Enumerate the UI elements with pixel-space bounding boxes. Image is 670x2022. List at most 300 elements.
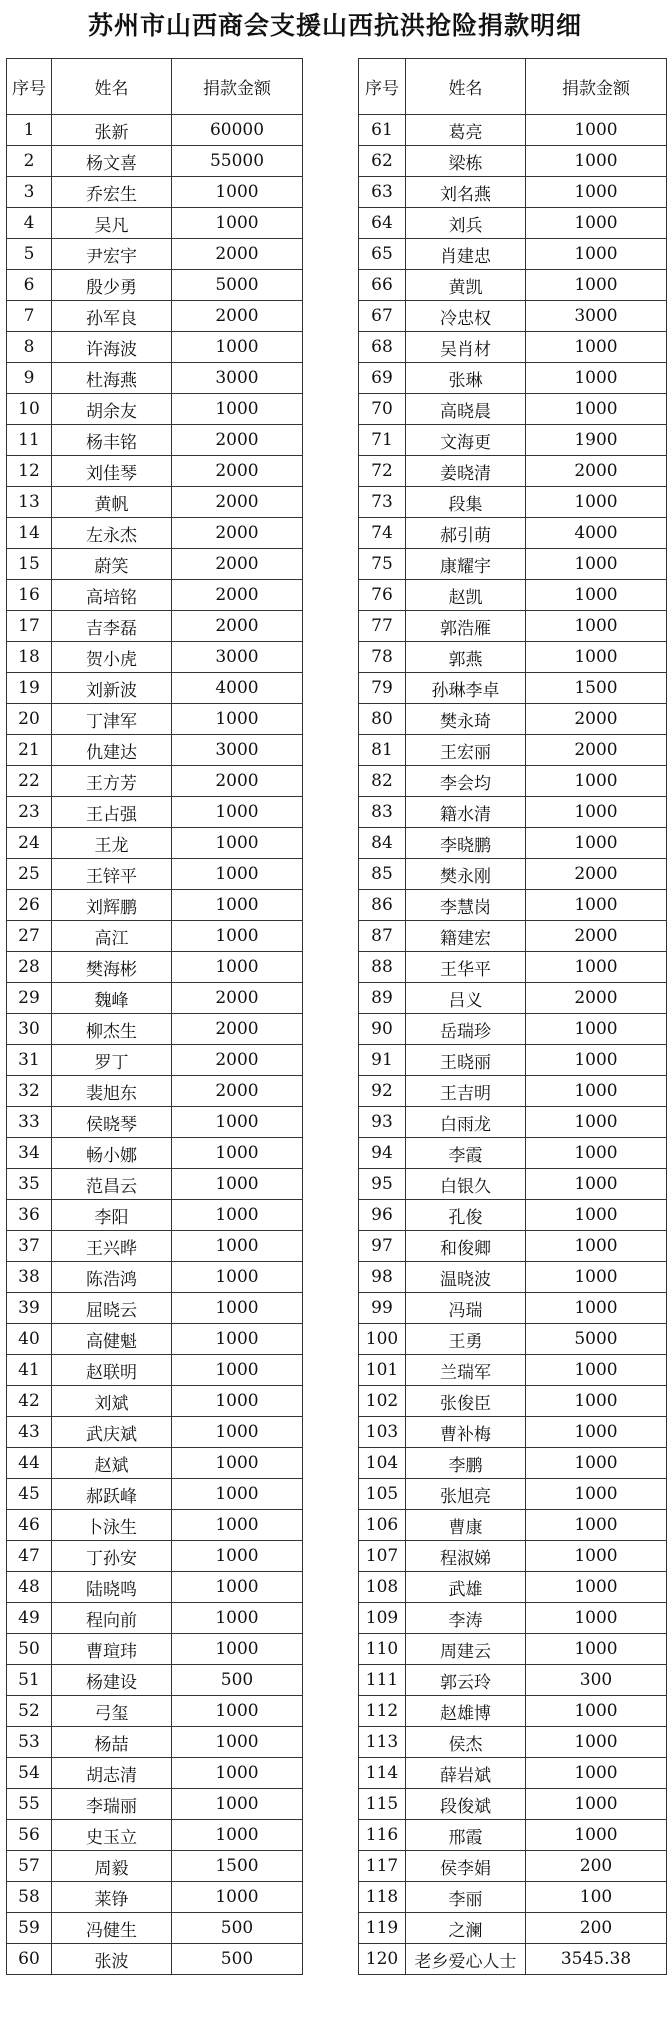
cell-seq: 50 <box>7 1634 52 1665</box>
cell-seq: 53 <box>7 1727 52 1758</box>
cell-seq: 5 <box>7 239 52 270</box>
cell-seq: 29 <box>7 983 52 1014</box>
cell-amount: 1000 <box>526 1076 667 1107</box>
table-row <box>359 1944 667 1975</box>
cell-seq: 20 <box>7 704 52 735</box>
cell-name: 杨文喜 <box>52 146 172 177</box>
cell-amount: 1000 <box>526 952 667 983</box>
page-title: 苏州市山西商会支援山西抗洪抢险捐款明细 <box>87 11 582 40</box>
cell-name: 王占强 <box>52 797 172 828</box>
cell-seq: 41 <box>7 1355 52 1386</box>
table-row <box>359 1510 667 1541</box>
cell-seq: 76 <box>359 580 406 611</box>
table-row <box>359 332 667 363</box>
table-header-row <box>359 59 667 115</box>
cell-seq: 66 <box>359 270 406 301</box>
table-row <box>7 797 303 828</box>
cell-seq: 28 <box>7 952 52 983</box>
table-row <box>7 332 303 363</box>
header-name: 姓名 <box>52 59 172 115</box>
cell-name: 李阳 <box>52 1200 172 1231</box>
table-row <box>359 1479 667 1510</box>
cell-seq: 74 <box>359 518 406 549</box>
cell-seq: 14 <box>7 518 52 549</box>
cell-name: 冷忠权 <box>406 301 526 332</box>
cell-amount: 1000 <box>172 1727 303 1758</box>
cell-name: 樊永琦 <box>406 704 526 735</box>
cell-amount: 2000 <box>172 518 303 549</box>
table-row <box>7 1634 303 1665</box>
table-row <box>359 177 667 208</box>
cell-name: 文海更 <box>406 425 526 456</box>
table-row <box>359 1882 667 1913</box>
cell-name: 孙琳李卓 <box>406 673 526 704</box>
cell-name: 王勇 <box>406 1324 526 1355</box>
cell-name: 之澜 <box>406 1913 526 1944</box>
table-row <box>7 456 303 487</box>
cell-name: 高培铭 <box>52 580 172 611</box>
cell-name: 和俊卿 <box>406 1231 526 1262</box>
table-row <box>359 921 667 952</box>
cell-amount: 1000 <box>526 1572 667 1603</box>
cell-seq: 80 <box>359 704 406 735</box>
cell-name: 周毅 <box>52 1851 172 1882</box>
cell-amount: 300 <box>526 1665 667 1696</box>
cell-seq: 91 <box>359 1045 406 1076</box>
cell-amount: 1000 <box>526 1045 667 1076</box>
cell-seq: 117 <box>359 1851 406 1882</box>
cell-seq: 118 <box>359 1882 406 1913</box>
table-row <box>359 1293 667 1324</box>
cell-name: 高晓晨 <box>406 394 526 425</box>
cell-name: 乔宏生 <box>52 177 172 208</box>
table-row <box>7 1231 303 1262</box>
cell-name: 左永杰 <box>52 518 172 549</box>
cell-name: 岳瑞珍 <box>406 1014 526 1045</box>
cell-name: 尹宏宇 <box>52 239 172 270</box>
cell-amount: 1000 <box>172 1386 303 1417</box>
cell-amount: 3000 <box>172 735 303 766</box>
cell-amount: 1000 <box>526 1541 667 1572</box>
table-row <box>7 952 303 983</box>
cell-name: 郭浩雁 <box>406 611 526 642</box>
cell-amount: 1000 <box>172 1231 303 1262</box>
table-row <box>359 1200 667 1231</box>
cell-name: 杨喆 <box>52 1727 172 1758</box>
cell-seq: 9 <box>7 363 52 394</box>
cell-amount: 1000 <box>526 1138 667 1169</box>
cell-seq: 1 <box>7 115 52 146</box>
cell-seq: 88 <box>359 952 406 983</box>
cell-name: 弓玺 <box>52 1696 172 1727</box>
cell-amount: 1000 <box>172 890 303 921</box>
cell-name: 刘名燕 <box>406 177 526 208</box>
cell-name: 段俊斌 <box>406 1789 526 1820</box>
cell-seq: 70 <box>359 394 406 425</box>
table-row <box>359 301 667 332</box>
cell-name: 蔚笑 <box>52 549 172 580</box>
cell-amount: 2000 <box>172 301 303 332</box>
table-row <box>359 611 667 642</box>
cell-amount: 1000 <box>172 1448 303 1479</box>
table-row <box>359 704 667 735</box>
cell-amount: 2000 <box>526 921 667 952</box>
cell-amount: 1000 <box>526 1231 667 1262</box>
cell-seq: 19 <box>7 673 52 704</box>
table-row <box>7 1944 303 1975</box>
cell-seq: 2 <box>7 146 52 177</box>
cell-amount: 1000 <box>526 1820 667 1851</box>
cell-seq: 62 <box>359 146 406 177</box>
cell-seq: 96 <box>359 1200 406 1231</box>
cell-amount: 1500 <box>526 673 667 704</box>
cell-seq: 107 <box>359 1541 406 1572</box>
table-row <box>359 1417 667 1448</box>
cell-amount: 1000 <box>172 1696 303 1727</box>
cell-amount: 2000 <box>526 735 667 766</box>
cell-seq: 43 <box>7 1417 52 1448</box>
cell-amount: 60000 <box>172 115 303 146</box>
cell-amount: 1000 <box>526 1014 667 1045</box>
cell-seq: 30 <box>7 1014 52 1045</box>
cell-seq: 85 <box>359 859 406 890</box>
cell-seq: 112 <box>359 1696 406 1727</box>
cell-name: 王华平 <box>406 952 526 983</box>
header-seq: 序号 <box>7 59 52 115</box>
cell-seq: 63 <box>359 177 406 208</box>
cell-seq: 87 <box>359 921 406 952</box>
cell-amount: 2000 <box>172 456 303 487</box>
cell-name: 张新 <box>52 115 172 146</box>
cell-seq: 72 <box>359 456 406 487</box>
cell-seq: 61 <box>359 115 406 146</box>
cell-amount: 100 <box>526 1882 667 1913</box>
table-row <box>7 487 303 518</box>
table-row <box>359 394 667 425</box>
cell-name: 樊海彬 <box>52 952 172 983</box>
table-row <box>359 890 667 921</box>
table-row <box>359 580 667 611</box>
cell-name: 侯晓琴 <box>52 1107 172 1138</box>
cell-seq: 99 <box>359 1293 406 1324</box>
cell-amount: 1000 <box>172 1510 303 1541</box>
table-row <box>359 1169 667 1200</box>
cell-amount: 2000 <box>526 704 667 735</box>
table-row <box>7 1386 303 1417</box>
cell-amount: 1000 <box>172 1572 303 1603</box>
cell-seq: 69 <box>359 363 406 394</box>
cell-seq: 27 <box>7 921 52 952</box>
cell-amount: 3000 <box>526 301 667 332</box>
cell-seq: 47 <box>7 1541 52 1572</box>
cell-amount: 1000 <box>172 952 303 983</box>
cell-name: 杨建设 <box>52 1665 172 1696</box>
cell-amount: 1000 <box>526 828 667 859</box>
cell-amount: 2000 <box>172 611 303 642</box>
cell-name: 魏峰 <box>52 983 172 1014</box>
table-row <box>7 1479 303 1510</box>
cell-seq: 24 <box>7 828 52 859</box>
table-row <box>359 425 667 456</box>
table-row <box>7 580 303 611</box>
cell-name: 仇建达 <box>52 735 172 766</box>
cell-amount: 1000 <box>172 1789 303 1820</box>
cell-name: 吕义 <box>406 983 526 1014</box>
cell-amount: 2000 <box>526 456 667 487</box>
cell-amount: 5000 <box>172 270 303 301</box>
cell-name: 黄帆 <box>52 487 172 518</box>
cell-amount: 1000 <box>526 642 667 673</box>
cell-amount: 5000 <box>526 1324 667 1355</box>
cell-amount: 3545.38 <box>526 1944 667 1975</box>
cell-name: 武庆斌 <box>52 1417 172 1448</box>
table-row <box>359 456 667 487</box>
table-row <box>359 270 667 301</box>
cell-amount: 1000 <box>172 704 303 735</box>
table-row <box>7 115 303 146</box>
cell-seq: 6 <box>7 270 52 301</box>
cell-name: 陆晓鸣 <box>52 1572 172 1603</box>
table-row <box>359 983 667 1014</box>
cell-seq: 75 <box>359 549 406 580</box>
cell-name: 籍建宏 <box>406 921 526 952</box>
header-amount: 捐款金额 <box>172 59 303 115</box>
table-row <box>359 1851 667 1882</box>
cell-seq: 68 <box>359 332 406 363</box>
table-row <box>359 1820 667 1851</box>
table-row <box>7 1665 303 1696</box>
cell-seq: 32 <box>7 1076 52 1107</box>
cell-amount: 1000 <box>172 1882 303 1913</box>
table-row <box>359 1665 667 1696</box>
cell-seq: 35 <box>7 1169 52 1200</box>
cell-name: 史玉立 <box>52 1820 172 1851</box>
table-row <box>7 549 303 580</box>
cell-name: 孙军良 <box>52 301 172 332</box>
cell-name: 裴旭东 <box>52 1076 172 1107</box>
cell-name: 丁孙安 <box>52 1541 172 1572</box>
cell-amount: 1000 <box>526 332 667 363</box>
table-row <box>7 270 303 301</box>
cell-seq: 8 <box>7 332 52 363</box>
cell-seq: 33 <box>7 1107 52 1138</box>
cell-amount: 1000 <box>172 921 303 952</box>
cell-name: 李涛 <box>406 1603 526 1634</box>
cell-seq: 42 <box>7 1386 52 1417</box>
table-row <box>359 146 667 177</box>
cell-amount: 1000 <box>526 611 667 642</box>
cell-name: 李晓鹏 <box>406 828 526 859</box>
cell-seq: 78 <box>359 642 406 673</box>
cell-amount: 3000 <box>172 642 303 673</box>
table-row <box>7 239 303 270</box>
cell-amount: 3000 <box>172 363 303 394</box>
cell-seq: 115 <box>359 1789 406 1820</box>
cell-name: 赵斌 <box>52 1448 172 1479</box>
table-row <box>359 1107 667 1138</box>
cell-amount: 1000 <box>526 797 667 828</box>
table-row <box>7 208 303 239</box>
cell-seq: 109 <box>359 1603 406 1634</box>
cell-name: 刘辉鹏 <box>52 890 172 921</box>
table-row <box>7 1076 303 1107</box>
cell-seq: 79 <box>359 673 406 704</box>
table-row <box>7 1138 303 1169</box>
cell-amount: 2000 <box>172 766 303 797</box>
cell-name: 樊永刚 <box>406 859 526 890</box>
cell-name: 程向前 <box>52 1603 172 1634</box>
cell-name: 贺小虎 <box>52 642 172 673</box>
cell-seq: 67 <box>359 301 406 332</box>
cell-seq: 92 <box>359 1076 406 1107</box>
cell-name: 王锌平 <box>52 859 172 890</box>
cell-name: 黄凯 <box>406 270 526 301</box>
cell-name: 李霞 <box>406 1138 526 1169</box>
cell-seq: 40 <box>7 1324 52 1355</box>
cell-amount: 1000 <box>526 146 667 177</box>
cell-seq: 48 <box>7 1572 52 1603</box>
table-row <box>359 549 667 580</box>
cell-amount: 1000 <box>172 1603 303 1634</box>
table-row <box>359 766 667 797</box>
cell-name: 刘斌 <box>52 1386 172 1417</box>
cell-name: 王龙 <box>52 828 172 859</box>
cell-name: 薛岩斌 <box>406 1758 526 1789</box>
cell-name: 白雨龙 <box>406 1107 526 1138</box>
cell-amount: 1000 <box>526 1789 667 1820</box>
cell-amount: 2000 <box>172 1014 303 1045</box>
cell-name: 杨丰铭 <box>52 425 172 456</box>
cell-name: 许海波 <box>52 332 172 363</box>
table-row <box>359 1913 667 1944</box>
table-row <box>7 363 303 394</box>
table-row <box>359 1634 667 1665</box>
cell-amount: 1000 <box>526 363 667 394</box>
cell-seq: 15 <box>7 549 52 580</box>
cell-seq: 11 <box>7 425 52 456</box>
cell-seq: 119 <box>359 1913 406 1944</box>
cell-name: 王宏丽 <box>406 735 526 766</box>
cell-amount: 1000 <box>172 797 303 828</box>
cell-amount: 2000 <box>172 487 303 518</box>
table-row <box>7 425 303 456</box>
table-header-row <box>7 59 303 115</box>
table-row <box>359 1138 667 1169</box>
table-row <box>7 1851 303 1882</box>
cell-name: 赵联明 <box>52 1355 172 1386</box>
cell-name: 武雄 <box>406 1572 526 1603</box>
cell-name: 刘佳琴 <box>52 456 172 487</box>
cell-amount: 4000 <box>526 518 667 549</box>
table-row <box>359 1262 667 1293</box>
cell-seq: 98 <box>359 1262 406 1293</box>
cell-name: 孔俊 <box>406 1200 526 1231</box>
header-seq: 序号 <box>359 59 406 115</box>
table-row <box>359 1045 667 1076</box>
cell-seq: 86 <box>359 890 406 921</box>
table-row <box>7 890 303 921</box>
cell-name: 范昌云 <box>52 1169 172 1200</box>
cell-amount: 1000 <box>526 1448 667 1479</box>
cell-amount: 1000 <box>526 177 667 208</box>
cell-seq: 84 <box>359 828 406 859</box>
table-row <box>359 1727 667 1758</box>
table-row <box>359 1603 667 1634</box>
cell-name: 张旭亮 <box>406 1479 526 1510</box>
cell-seq: 81 <box>359 735 406 766</box>
cell-name: 王方芳 <box>52 766 172 797</box>
cell-amount: 1000 <box>172 1479 303 1510</box>
table-row <box>7 1913 303 1944</box>
cell-seq: 12 <box>7 456 52 487</box>
cell-name: 冯瑞 <box>406 1293 526 1324</box>
table-row <box>359 1541 667 1572</box>
cell-name: 赵雄博 <box>406 1696 526 1727</box>
table-row <box>7 1417 303 1448</box>
table-row <box>359 1789 667 1820</box>
table-row <box>7 642 303 673</box>
table-row <box>359 1572 667 1603</box>
cell-name: 李慧岗 <box>406 890 526 921</box>
cell-seq: 106 <box>359 1510 406 1541</box>
cell-seq: 110 <box>359 1634 406 1665</box>
cell-amount: 1000 <box>172 1169 303 1200</box>
cell-amount: 1000 <box>172 1262 303 1293</box>
table-row <box>7 859 303 890</box>
cell-name: 周建云 <box>406 1634 526 1665</box>
cell-seq: 120 <box>359 1944 406 1975</box>
cell-name: 吴肖材 <box>406 332 526 363</box>
table-row <box>7 673 303 704</box>
table-row <box>7 983 303 1014</box>
cell-seq: 113 <box>359 1727 406 1758</box>
cell-amount: 1000 <box>526 890 667 921</box>
donation-table-right <box>358 58 667 1975</box>
table-row <box>359 1231 667 1262</box>
cell-name: 张俊臣 <box>406 1386 526 1417</box>
cell-amount: 2000 <box>172 580 303 611</box>
cell-name: 邢霞 <box>406 1820 526 1851</box>
cell-seq: 82 <box>359 766 406 797</box>
cell-seq: 7 <box>7 301 52 332</box>
cell-amount: 1000 <box>172 1634 303 1665</box>
cell-amount: 1000 <box>172 1820 303 1851</box>
cell-name: 姜晓清 <box>406 456 526 487</box>
table-row <box>359 1758 667 1789</box>
table-row <box>359 1448 667 1479</box>
table-row <box>359 673 667 704</box>
table-row <box>7 1758 303 1789</box>
cell-seq: 111 <box>359 1665 406 1696</box>
cell-amount: 1000 <box>526 1727 667 1758</box>
cell-amount: 2000 <box>526 983 667 1014</box>
cell-name: 籍水清 <box>406 797 526 828</box>
cell-amount: 200 <box>526 1851 667 1882</box>
cell-name: 莱铮 <box>52 1882 172 1913</box>
cell-name: 白银久 <box>406 1169 526 1200</box>
table-row <box>359 1324 667 1355</box>
cell-amount: 1000 <box>526 270 667 301</box>
donation-table-left <box>6 58 303 1975</box>
cell-seq: 51 <box>7 1665 52 1696</box>
table-row <box>359 859 667 890</box>
cell-amount: 1000 <box>172 828 303 859</box>
cell-seq: 108 <box>359 1572 406 1603</box>
cell-amount: 1000 <box>526 1479 667 1510</box>
cell-name: 郝引萌 <box>406 518 526 549</box>
cell-amount: 1000 <box>526 1293 667 1324</box>
cell-name: 郝跃峰 <box>52 1479 172 1510</box>
